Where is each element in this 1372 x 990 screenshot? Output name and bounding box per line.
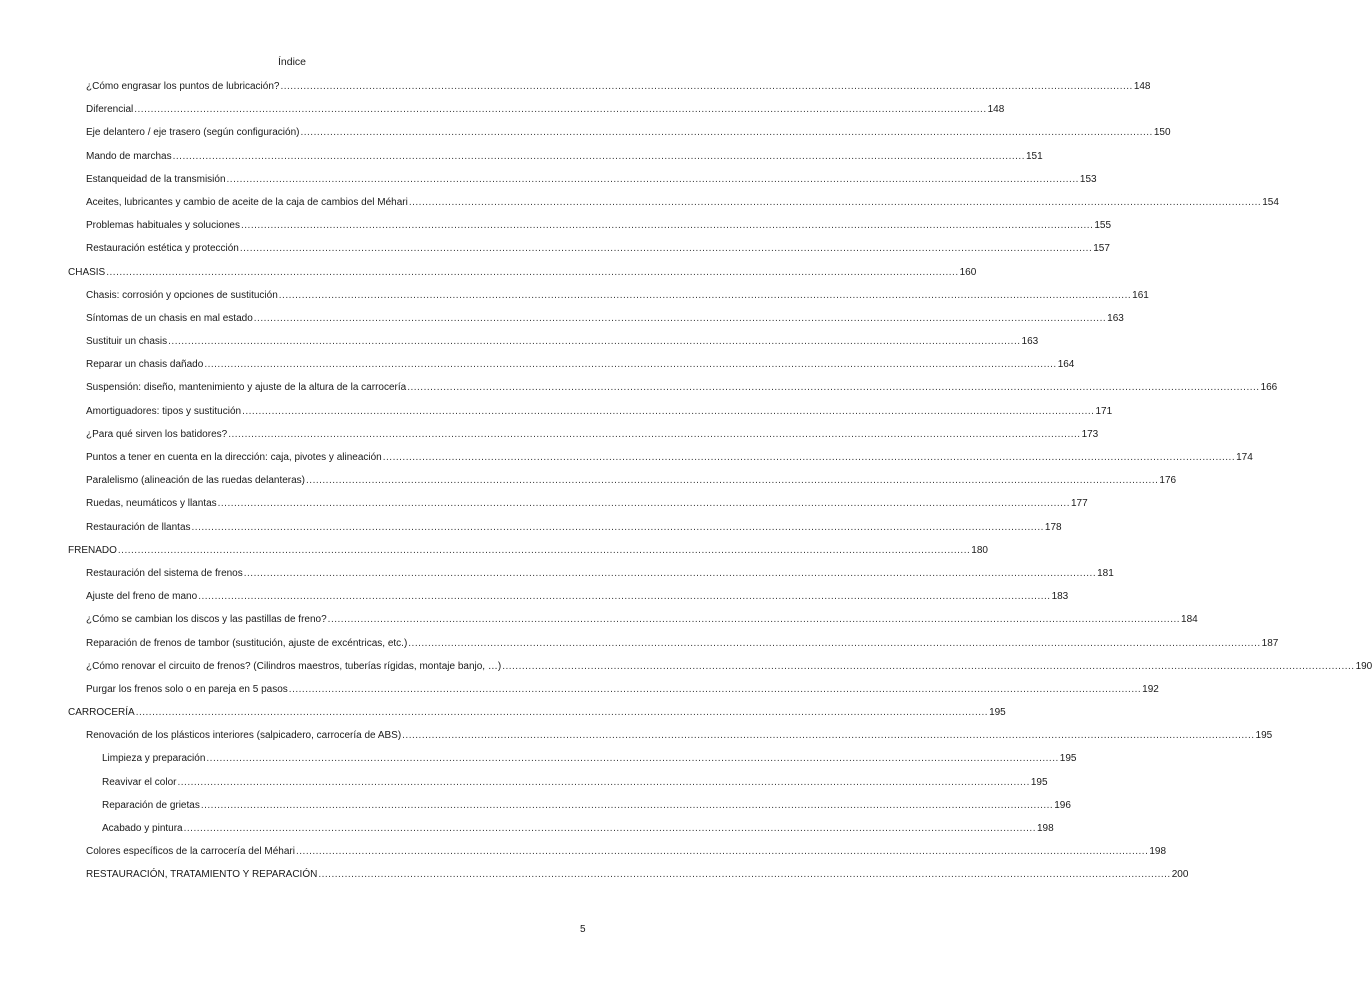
- dot-leader: ....................................................................................................................................................................................................................................................................: [228, 428, 1081, 440]
- toc-entry-title: Eje delantero / eje trasero (según configuración): [86, 127, 300, 139]
- toc-entry-title: Restauración del sistema de frenos: [86, 567, 243, 579]
- dot-leader: ....................................................................................................................................................................................................................................................................: [327, 614, 1181, 626]
- dot-leader: ....................................................................................................................................................................................................................................................................: [168, 336, 1021, 348]
- toc-entry[interactable]: [68, 492, 1088, 515]
- toc-entry-page: 154: [1262, 196, 1279, 208]
- dot-leader: ....................................................................................................................................................................................................................................................................: [242, 405, 1095, 417]
- toc-entry-title: Chasis: corrosión y opciones de sustitución: [86, 289, 278, 301]
- toc-entry[interactable]: [68, 562, 1114, 585]
- toc-entry-page: 192: [1142, 683, 1159, 695]
- toc-entry[interactable]: [68, 446, 1253, 469]
- toc-entry-title: Puntos a tener en cuenta en la dirección: caja, pivotes y alineación: [86, 452, 382, 463]
- toc-entry-page: 195: [1059, 753, 1077, 765]
- toc-entry-title: FRENADO: [68, 544, 117, 556]
- toc-entry-title: Diferencial: [86, 104, 134, 116]
- toc-entry[interactable]: [68, 75, 1151, 98]
- dot-leader: ....................................................................................................................................................................................................................................................................: [402, 730, 1255, 742]
- toc-entry[interactable]: [68, 168, 1097, 191]
- toc-entry-title: Mando de marchas: [86, 150, 172, 162]
- toc-entry-page: 200: [1171, 869, 1189, 881]
- toc-entry[interactable]: [68, 678, 1159, 701]
- toc-entry-page: 150: [1153, 127, 1171, 139]
- toc-entry-title: Paralelismo (alineación de las ruedas delanteras): [86, 475, 306, 487]
- toc-entry-page: 176: [1159, 475, 1177, 487]
- toc-entry-page: 161: [1132, 289, 1149, 301]
- toc-entry-page: 183: [1051, 591, 1069, 603]
- toc-entry-page: 163: [1021, 336, 1039, 348]
- dot-leader: ....................................................................................................................................................................................................................................................................: [240, 220, 1094, 232]
- toc-entry-title: Ruedas, neumáticos y llantas: [86, 498, 217, 510]
- toc-entry-title: Suspensión: diseño, mantenimiento y ajuste de la altura de la carrocería: [86, 382, 407, 394]
- dot-leader: ....................................................................................................................................................................................................................................................................: [306, 475, 1159, 487]
- toc-entry-page: 198: [1037, 823, 1054, 834]
- toc-entry[interactable]: [68, 747, 1077, 770]
- dot-leader: ....................................................................................................................................................................................................................................................................: [206, 753, 1059, 765]
- toc-entry[interactable]: [68, 469, 1177, 492]
- toc-entry-page: 174: [1236, 452, 1253, 463]
- toc-entry-title: ¿Cómo engrasar los puntos de lubricación?: [86, 81, 280, 92]
- toc-entry[interactable]: [68, 817, 1054, 840]
- dot-leader: ....................................................................................................................................................................................................................................................................: [200, 799, 1054, 811]
- toc-entry-page: 195: [1030, 776, 1048, 788]
- toc-entry-page: 148: [1133, 81, 1151, 92]
- toc-entry[interactable]: [68, 191, 1279, 214]
- toc-entry-page: 196: [1054, 799, 1071, 811]
- toc-entry-page: 181: [1097, 567, 1114, 579]
- toc-entry-title: Reparar un chasis dañado: [86, 359, 204, 371]
- toc-entry-page: 195: [1255, 730, 1273, 742]
- dot-leader: ....................................................................................................................................................................................................................................................................: [318, 869, 1171, 881]
- dot-leader: ....................................................................................................................................................................................................................................................................: [502, 660, 1355, 672]
- toc-entry[interactable]: [68, 330, 1039, 353]
- toc-entry-page: 180: [971, 544, 988, 556]
- toc-entry-title: Reparación de grietas: [102, 799, 200, 811]
- dot-leader: ....................................................................................................................................................................................................................................................................: [183, 823, 1036, 834]
- toc-entry-page: 164: [1057, 359, 1075, 371]
- toc-entry-page: 190: [1355, 660, 1372, 672]
- toc-entry[interactable]: [68, 840, 1167, 863]
- page-number: 5: [580, 924, 586, 935]
- toc-entry-page: 157: [1093, 243, 1110, 255]
- dot-leader: ....................................................................................................................................................................................................................................................................: [217, 498, 1070, 510]
- dot-leader: ....................................................................................................................................................................................................................................................................: [382, 452, 1236, 463]
- toc-entry[interactable]: [68, 98, 1005, 121]
- toc-entry-page: 163: [1107, 312, 1124, 324]
- toc-entry-page: 148: [987, 104, 1005, 116]
- toc-entry[interactable]: [68, 794, 1071, 817]
- toc-entry-title: Renovación de los plásticos interiores (salpicadero, carrocería de ABS): [86, 730, 402, 742]
- dot-leader: ....................................................................................................................................................................................................................................................................: [408, 637, 1261, 649]
- dot-leader: ....................................................................................................................................................................................................................................................................: [295, 846, 1149, 858]
- dot-leader: ....................................................................................................................................................................................................................................................................: [300, 127, 1153, 139]
- toc-entry[interactable]: [68, 400, 1113, 423]
- toc-entry[interactable]: [68, 539, 988, 562]
- dot-leader: ....................................................................................................................................................................................................................................................................: [239, 243, 1093, 255]
- toc-entry-title: ¿Cómo renovar el circuito de frenos? (Cilindros maestros, tuberías rígidas, montaje banjo, …): [86, 660, 502, 672]
- toc-entry-title: Aceites, lubricantes y cambio de aceite de la caja de cambios del Méhari: [86, 196, 408, 208]
- toc-entry[interactable]: [68, 771, 1048, 794]
- toc-entry[interactable]: [68, 655, 1372, 678]
- dot-leader: ....................................................................................................................................................................................................................................................................: [135, 707, 989, 719]
- dot-leader: ....................................................................................................................................................................................................................................................................: [407, 382, 1260, 394]
- toc-entry-title: Reparación de frenos de tambor (sustitución, ajuste de excéntricas, etc.): [86, 637, 408, 649]
- toc-entry[interactable]: [68, 863, 1189, 886]
- dot-leader: ....................................................................................................................................................................................................................................................................: [278, 289, 1132, 301]
- toc-entry-title: Síntomas de un chasis en mal estado: [86, 312, 253, 324]
- toc-entry-title: ¿Cómo se cambian los discos y las pastillas de freno?: [86, 614, 327, 626]
- toc-entry-title: Colores específicos de la carrocería del Méhari: [86, 846, 295, 858]
- dot-leader: ....................................................................................................................................................................................................................................................................: [191, 521, 1044, 533]
- toc-entry[interactable]: [68, 724, 1273, 747]
- dot-leader: ....................................................................................................................................................................................................................................................................: [408, 196, 1262, 208]
- toc-entry[interactable]: [68, 307, 1124, 330]
- toc-entry-title: Limpieza y preparación: [102, 753, 206, 765]
- toc-entry[interactable]: [68, 585, 1069, 608]
- dot-leader: ....................................................................................................................................................................................................................................................................: [172, 150, 1025, 162]
- toc-entry[interactable]: [68, 261, 977, 284]
- toc-entry-title: Purgar los frenos solo o en pareja en 5 pasos: [86, 683, 288, 695]
- toc-entry-page: 153: [1079, 173, 1097, 185]
- toc-entry-page: 173: [1081, 428, 1099, 440]
- toc-entry-title: Reavivar el color: [102, 776, 177, 788]
- toc-entry-title: CHASIS: [68, 266, 106, 278]
- dot-leader: ....................................................................................................................................................................................................................................................................: [117, 544, 971, 556]
- toc-entry-page: 171: [1095, 405, 1113, 417]
- dot-leader: ....................................................................................................................................................................................................................................................................: [204, 359, 1057, 371]
- toc-entry-title: Restauración estética y protección: [86, 243, 239, 255]
- toc-entry[interactable]: [68, 121, 1171, 144]
- toc-entry[interactable]: [68, 237, 1110, 260]
- toc-entry-page: 198: [1149, 846, 1167, 858]
- toc-entry[interactable]: [68, 608, 1198, 631]
- toc-entry-title: Restauración de llantas: [86, 521, 191, 533]
- dot-leader: ....................................................................................................................................................................................................................................................................: [243, 567, 1097, 579]
- toc-entry-page: 195: [989, 707, 1006, 719]
- toc-entry-title: Acabado y pintura: [102, 823, 183, 834]
- toc-entry-page: 187: [1261, 637, 1279, 649]
- toc-entry-title: CARROCERÍA: [68, 707, 135, 719]
- toc-entry-title: Ajuste del freno de mano: [86, 591, 198, 603]
- toc-entry-title: Estanqueidad de la transmisión: [86, 173, 226, 185]
- toc-entry[interactable]: [68, 701, 1006, 724]
- toc-entry-page: 151: [1025, 150, 1043, 162]
- dot-leader: ....................................................................................................................................................................................................................................................................: [134, 104, 987, 116]
- dot-leader: ....................................................................................................................................................................................................................................................................: [198, 591, 1051, 603]
- toc-entry-page: 160: [959, 266, 977, 278]
- toc-entry-title: Amortiguadores: tipos y sustitución: [86, 405, 242, 417]
- dot-leader: ....................................................................................................................................................................................................................................................................: [288, 683, 1142, 695]
- toc-entry-title: RESTAURACIÓN, TRATAMIENTO Y REPARACIÓN: [86, 869, 318, 881]
- toc-entry[interactable]: [68, 376, 1278, 399]
- toc-entry[interactable]: [68, 353, 1075, 376]
- toc-entry[interactable]: [68, 423, 1099, 446]
- toc-entry[interactable]: [68, 214, 1112, 237]
- dot-leader: ....................................................................................................................................................................................................................................................................: [280, 81, 1133, 92]
- dot-leader: ....................................................................................................................................................................................................................................................................: [177, 776, 1030, 788]
- toc-entry[interactable]: [68, 632, 1279, 655]
- toc-entry-title: Sustituir un chasis: [86, 336, 168, 348]
- dot-leader: ....................................................................................................................................................................................................................................................................: [226, 173, 1079, 185]
- toc-entry-page: 177: [1071, 498, 1088, 510]
- toc-entry-page: 184: [1181, 614, 1198, 626]
- dot-leader: ....................................................................................................................................................................................................................................................................: [253, 312, 1107, 324]
- toc-entry-page: 178: [1044, 521, 1062, 533]
- toc-entry-title: ¿Para qué sirven los batidores?: [86, 428, 228, 440]
- dot-leader: ....................................................................................................................................................................................................................................................................: [106, 266, 959, 278]
- toc-entry-page: 155: [1094, 220, 1112, 232]
- table-of-contents: [68, 75, 1372, 887]
- toc-entry-title: Problemas habituales y soluciones: [86, 220, 240, 232]
- toc-entry-page: 166: [1260, 382, 1278, 394]
- index-title: Índice: [277, 56, 307, 68]
- toc-entry[interactable]: [68, 516, 1062, 539]
- toc-entry[interactable]: [68, 145, 1043, 168]
- toc-entry[interactable]: [68, 284, 1149, 307]
